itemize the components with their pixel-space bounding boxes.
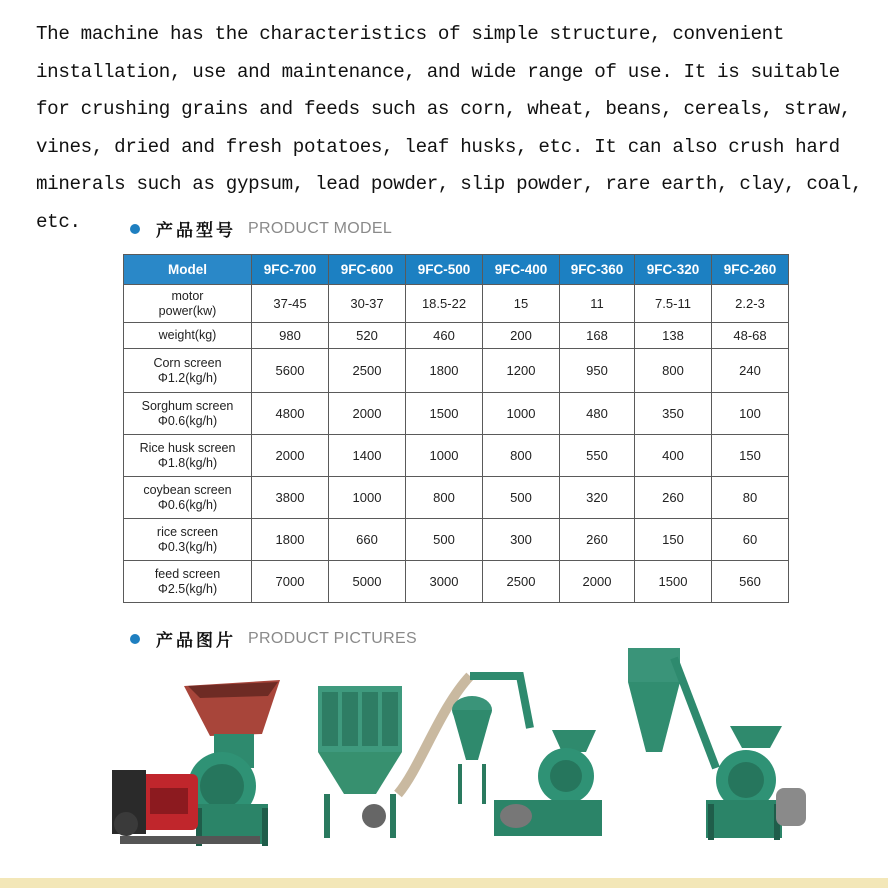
row-label-line: feed screen [154, 566, 221, 581]
value-cell: 7000 [252, 561, 329, 603]
header-cell: 9FC-600 [329, 255, 406, 285]
product-pictures-cn: 产品图片 [156, 631, 236, 651]
value-cell: 37-45 [252, 285, 329, 323]
row-label-line: power(kw) [158, 303, 217, 318]
row-label-line: Sorghum screen [141, 398, 234, 413]
header-cell: Model [124, 255, 252, 285]
row-label-line: weight(kg) [158, 328, 217, 342]
value-cell: 1500 [635, 561, 712, 603]
value-cell: 260 [635, 477, 712, 519]
value-cell: 2000 [252, 435, 329, 477]
value-cell: 5600 [252, 349, 329, 393]
row-label-cell [124, 349, 252, 393]
product-model-heading [130, 216, 392, 241]
table-row [124, 323, 789, 349]
header-cell: 9FC-700 [252, 255, 329, 285]
value-cell: 950 [560, 349, 635, 393]
row-label-line: Φ0.3(kg/h) [157, 539, 218, 554]
row-label-line: motor [171, 288, 204, 303]
value-cell: 48-68 [712, 323, 789, 349]
value-cell: 7.5-11 [635, 285, 712, 323]
crusher-with-engine-image [112, 680, 280, 846]
value-cell: 480 [560, 393, 635, 435]
value-cell: 1800 [252, 519, 329, 561]
row-label-cell [124, 561, 252, 603]
table-row [124, 561, 789, 603]
table-row [124, 435, 789, 477]
product-spec-table [123, 254, 789, 603]
value-cell: 2500 [483, 561, 560, 603]
table-row [124, 477, 789, 519]
row-label-line: coybean screen [143, 482, 232, 497]
row-label-line: Rice husk screen [139, 440, 236, 455]
value-cell: 240 [712, 349, 789, 393]
value-cell: 800 [483, 435, 560, 477]
row-label-line: Φ0.6(kg/h) [157, 413, 218, 428]
value-cell: 100 [712, 393, 789, 435]
value-cell: 150 [635, 519, 712, 561]
value-cell: 500 [406, 519, 483, 561]
value-cell: 1400 [329, 435, 406, 477]
product-model-en: PRODUCT MODEL [248, 219, 393, 237]
value-cell: 11 [560, 285, 635, 323]
header-cell: 9FC-400 [483, 255, 560, 285]
value-cell: 260 [560, 519, 635, 561]
bullet-dot-icon [130, 224, 140, 234]
cyclone-crusher-image [628, 648, 806, 840]
value-cell: 80 [712, 477, 789, 519]
value-cell: 18.5-22 [406, 285, 483, 323]
value-cell: 168 [560, 323, 635, 349]
product-model-cn: 产品型号 [156, 221, 236, 241]
bullet-dot-icon [130, 634, 140, 644]
header-cell: 9FC-360 [560, 255, 635, 285]
row-label-line: Φ1.2(kg/h) [157, 370, 218, 385]
row-label-line: rice screen [156, 524, 219, 539]
value-cell: 1000 [483, 393, 560, 435]
value-cell: 15 [483, 285, 560, 323]
value-cell: 200 [483, 323, 560, 349]
value-cell: 2000 [329, 393, 406, 435]
value-cell: 2500 [329, 349, 406, 393]
value-cell: 980 [252, 323, 329, 349]
dust-collector-system-image [318, 676, 602, 838]
value-cell: 560 [712, 561, 789, 603]
value-cell: 460 [406, 323, 483, 349]
value-cell: 520 [329, 323, 406, 349]
value-cell: 2.2-3 [712, 285, 789, 323]
value-cell: 3000 [406, 561, 483, 603]
value-cell: 400 [635, 435, 712, 477]
value-cell: 60 [712, 519, 789, 561]
value-cell: 660 [329, 519, 406, 561]
header-cell: 9FC-500 [406, 255, 483, 285]
table-row [124, 349, 789, 393]
table-row [124, 519, 789, 561]
value-cell: 550 [560, 435, 635, 477]
row-label-cell [124, 323, 252, 349]
header-cell: 9FC-260 [712, 255, 789, 285]
header-cell: 9FC-320 [635, 255, 712, 285]
value-cell: 500 [483, 477, 560, 519]
product-pictures [0, 648, 888, 848]
table-row [124, 285, 789, 323]
value-cell: 5000 [329, 561, 406, 603]
value-cell: 1200 [483, 349, 560, 393]
value-cell: 3800 [252, 477, 329, 519]
value-cell: 800 [406, 477, 483, 519]
value-cell: 1000 [329, 477, 406, 519]
value-cell: 800 [635, 349, 712, 393]
row-label-cell [124, 435, 252, 477]
row-label-line: Corn screen [153, 355, 222, 370]
row-label-cell [124, 519, 252, 561]
value-cell: 30-37 [329, 285, 406, 323]
row-label-cell [124, 477, 252, 519]
value-cell: 150 [712, 435, 789, 477]
value-cell: 320 [560, 477, 635, 519]
value-cell: 2000 [560, 561, 635, 603]
value-cell: 350 [635, 393, 712, 435]
value-cell: 1000 [406, 435, 483, 477]
value-cell: 138 [635, 323, 712, 349]
value-cell: 4800 [252, 393, 329, 435]
row-label-line: Φ1.8(kg/h) [157, 455, 218, 470]
row-label-cell [124, 285, 252, 323]
value-cell: 1800 [406, 349, 483, 393]
row-label-line: Φ0.6(kg/h) [157, 497, 218, 512]
table-header-row [124, 255, 789, 285]
product-pictures-en: PRODUCT PICTURES [248, 629, 417, 647]
value-cell: 300 [483, 519, 560, 561]
value-cell: 1500 [406, 393, 483, 435]
table-row [124, 393, 789, 435]
bottom-divider [0, 878, 888, 888]
row-label-line: Φ2.5(kg/h) [157, 581, 218, 596]
row-label-cell [124, 393, 252, 435]
intro-paragraph: The machine has the characteristics of simple structure, convenient installation, use and maintenance, and wide range of use. It is suitable for crushing grains and feeds such as corn, wheat, beans, cereals, straw, vines, dried and fresh potatoes, leaf husks, etc. It can also crush hard minerals such as gypsum, lead powder, slip powder, rare earth, clay, coal, etc. [36, 23, 863, 233]
